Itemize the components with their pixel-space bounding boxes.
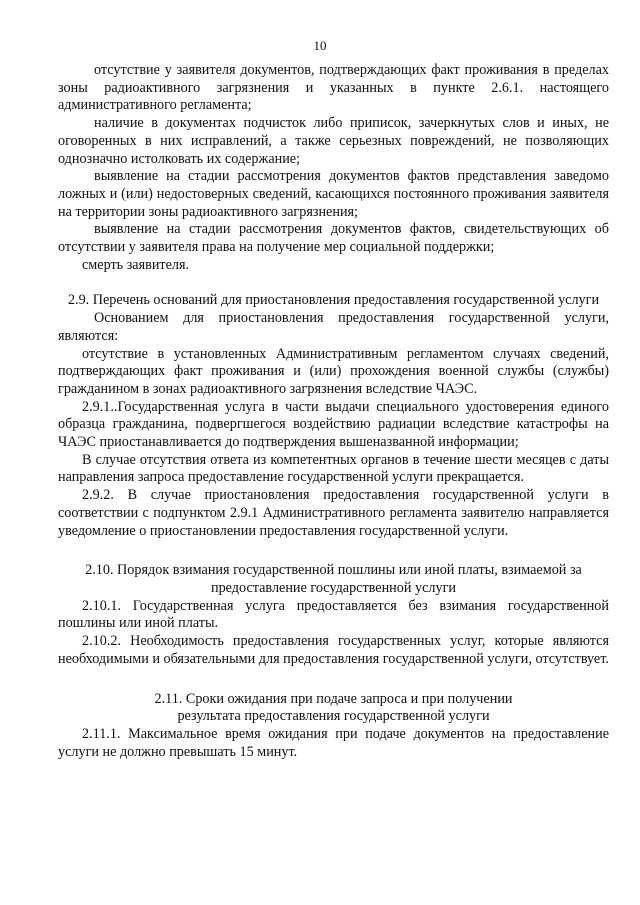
- paragraph-2-9-no-answer: В случае отсутствия ответа из компетентных органов в течение шести месяцев с даты направления запроса предоставление государственной услуги прекращается.: [58, 451, 609, 486]
- paragraph-no-entitlement: выявление на стадии рассмотрения документов фактов, свидетельствующих об отсутствии у заявителя права на получение мер социальной поддержки;: [58, 221, 609, 256]
- paragraph-2-9-2: 2.9.2. В случае приостановления предоставления государственной услуги в соответствии с подпунктом 2.9.1 Административного регламента заявителю направляется уведомление о приостановлении предоставления государственной услуги.: [58, 487, 609, 539]
- paragraph-2-10-1: 2.10.1. Государственная услуга предоставляется без взимания государственной пошлины или иной платы.: [58, 597, 609, 632]
- paragraph-no-residence-docs: отсутствие у заявителя документов, подтверждающих факт проживания в пределах зоны радиоактивного загрязнения и указанных в пункте 2.6.1. настоящего административного регламента;: [58, 62, 609, 114]
- paragraph-2-10-2: 2.10.2. Необходимость предоставления государственных услуг, которые являются необходимыми и обязательными для предоставления государственной услуги, отсутствует.: [58, 633, 609, 667]
- paragraph-false-info: выявление на стадии рассмотрения документов фактов представления заведомо ложных и (или) недостоверных сведений, касающихся постоянного проживания заявителя на территории зоны радиоактивного загрязнения;: [58, 168, 609, 220]
- heading-2-11-line2: результата предоставления государственной услуги: [177, 708, 490, 725]
- heading-2-11-line1: 2.11. Сроки ожидания при подаче запроса и при получении: [154, 690, 513, 707]
- paragraph-2-11-1: 2.11.1. Максимальное время ожидания при подаче документов на предоставление услуги не должно превышать 15 минут.: [58, 725, 609, 760]
- paragraph-applicant-death: смерть заявителя.: [82, 256, 190, 273]
- document-body: [58, 62, 609, 761]
- paragraph-erasures: наличие в документах подчисток либо приписок, зачеркнутых слов и иных, не оговоренных в них исправлений, а также серьезных повреждений, не позволяющих однозначно истолковать их содержание;: [58, 115, 609, 167]
- paragraph-2-9-absence: отсутствие в установленных Административным регламентом случаях сведений, подтверждающих факт проживания и (или) прохождения военной службы (службы) гражданином в зонах радиоактивного загрязнения вследствие ЧАЭС.: [58, 345, 609, 397]
- paragraph-2-9-1: 2.9.1..Государственная услуга в части выдачи специального удостоверения единого образца гражданина, подвергшегося воздействию радиации вследствие катастрофы на ЧАЭС приостанавливается до подтверждения вышеназванной информации;: [58, 398, 609, 451]
- page-number: 10: [313, 38, 327, 53]
- paragraph-2-9-intro: Основанием для приостановления предоставления государственной услуги, являются:: [58, 310, 609, 344]
- heading-2-10: 2.10. Порядок взимания государственной пошлины или иной платы, взимаемой за предоставление государственной услуги: [85, 562, 582, 596]
- heading-2-9: 2.9. Перечень оснований для приостановления предоставления государственной услуги: [67, 292, 600, 309]
